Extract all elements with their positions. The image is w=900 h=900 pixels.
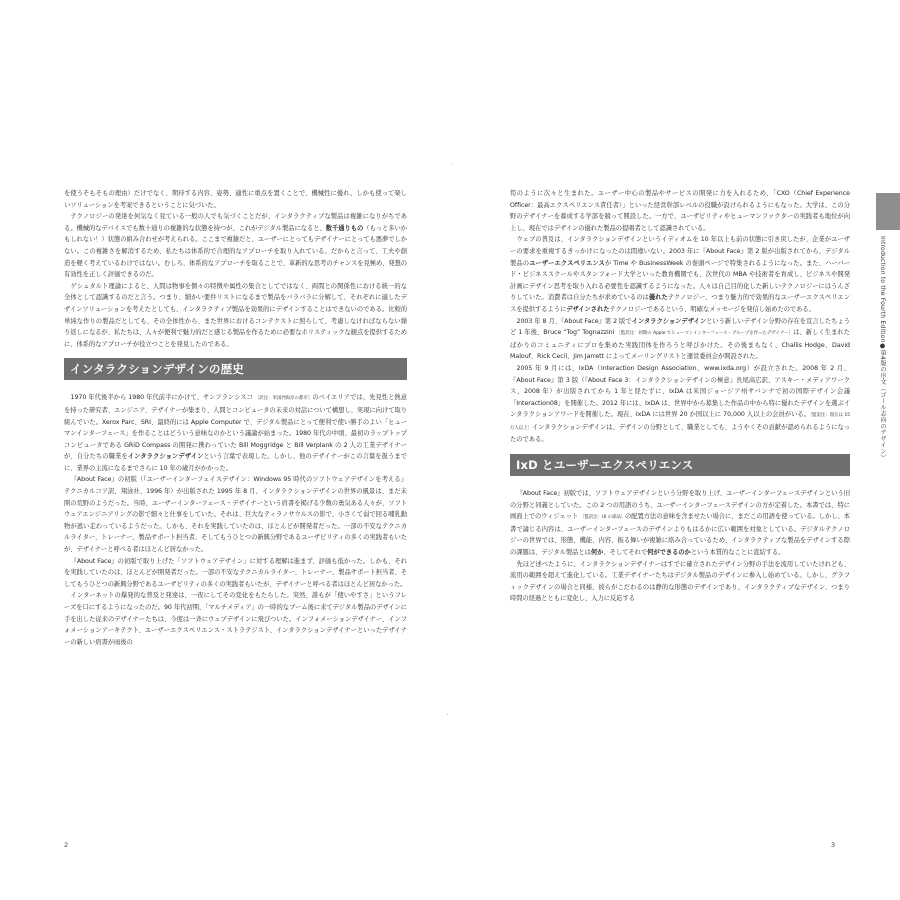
body-paragraph: 2003 年 8 月、『About Face』第 2 版でインタラクションデザインという新しいデザイン分野の存在を宣言したちょうど 1 年後、Bruce “Tog” Tognazzini ［監訳注：初期の Apple でヒューマンインターフェース・グループを作ったデザイナー］は、新しく生まれたばかりのコミュニティにプロを集めた実践団体を作ろうと呼びかけた。その後まもなく、Challis Hodge、David Malouf、Rick Cecil、Jim Jarrett によってメーリングリストと運営委員会が開設された。 [510, 317, 850, 361]
body-paragraph: 『About Face』初版では、ソフトウェアデザインという分野を取り上げ、ユーザーインターフェースデザインという旧の分野と同義としていた。この 2 つの用語のうち、ユーザーインターフェースデザインの方が定着した。本書では、特に画面上でのウィジェット ［監訳注：UI の部品］の配置方法の意味を含ませたい場合に、まだこの用語を使っている。しかし、本書で論じる内容は、ユーザーインターフェースのデザインよりもはるかに広い範囲を対象としている。デジタルテクノロジーの世界では、形態、機能、内容、振る舞いが複雑に絡み合っているため、インタラクティブな製品をデザインする際の課題は、デジタル製品とは何か、そしてそれで何ができるのかという本質的なことに直結する。 [510, 490, 850, 557]
body-paragraph: 『About Face』の初版（『ユーザーインターフェイスデザイン：Windows 95 時代のソフトウェアデザインを考える』テクニカルコア訳、翔泳社、1996 年）が出版された 1995 年 8 月、インタラクションデザインの世界の風景は、まだ未開の荒野のようだった。当時、ユーザーインターフェース・デザイナーという肩書を掲げる少数の勇気ある人々が、ソフトウェアエンジニアリングの影で細々と仕事をしていた。それは、巨大なティラノサウルスの影で、小さくて弱で回る哺乳動物が逃い走わっているようだった。しかも、それを実践していたのは、ほとんどが開発者だった。一部の不安なテクニカルライター、トレーナー、製品サポート担当者、そしてもうひとつの新興分野であるユーザビリティの多くの実践者もいたが、デザイナーと呼べる者はほとんど居なかった。 [64, 476, 407, 554]
body-paragraph: テクノロジーの発達を何気なく見ている一般の人でも気づくことだが、インタラクティブな製品は複雑になりがちである。機械的なデバイスでも数十通りの複雑的な状態を持つが、これがデジタル製品になると、数千通りもの（もっと多いかもしれない！）状態の組み合わせが考えられる。ここまで複雑だと、ユーザーにとってもデザイナーにとっても悪夢でしかない。この複雑さを解消するため、私たちは体系的で合理的なアプローチを取り入れている。だからと言って、工夫や創造を軽く考えているわけではない。むしろ、体系的なアプローチを取ることで、革新的な思考のチャンスを見極め、発想の有効性を正しく評価できるのだ。 [64, 213, 408, 279]
chapter-tab-marker [876, 193, 900, 230]
running-header-vertical: Introduction to the Fourth Edition●第4版の序文（ゴール志向のデザイン） [879, 236, 886, 461]
emphasis-text: デザインされた [566, 305, 610, 313]
section-heading: IxD とユーザーエクスペリエンス [510, 454, 850, 476]
page-number-left: 2 [64, 841, 69, 849]
body-paragraph: ゲシュタルト理論によると、人間は物事を個々の特徴や属性の集合としてではなく、両間との関係性における統一的な全体として認識するのだと言う。つまり、細かい要件リストになるまで製品をバラバラに分解して、それぞれに適したデザインソリューションを考えたとしても、インタラクティブ製品を効果的にデザインすることはできないのである。比較的単純な作りの製品だとしても、その全体性から、また世界におけるコンテクストに照らして、考慮しなければならない繰り返しになるが、私たちは、人々が便利で魅力的だと感じる製品を作るために必要なホリスティックな観点を提供するために、体系的なアプローチが役立つことを発見したのである。 [64, 282, 407, 348]
body-paragraph: 筍のように次々と生まれた。ユーザー中心の製品やサービスの開発に力を入れるため、「CXO（Chief Experience Officer：最高エクスペリエンス責任者）」といった経営幹部レベルの役職が設けられるようにもなった。大学は、この分野のデザイナーを養成する学部を競って開設した。一方で、ユーザビリティやヒューマンファクターの実践者も地位が向上し、現在ではデザインの優れた製品の提唱者として認識されている。 [510, 190, 850, 232]
emphasis-text: ユーザーエクスペリエンス [529, 259, 605, 267]
body-paragraph: 先ほど述べたように、インタラクションデザイナーはすでに確立されたデザイン分野の手法を流用していたけれども、流用の範囲を超えて進化している。工業デザイナーたちはデジタル製品のデザインに参入し始めている。しかし、グラフィックデザインの場合と同様、彼らがこだわるのは静的な形態のデザインであり、インタラクティブなデザイン、つまり時間の経過とともに変化し、入力に反応する [510, 560, 850, 603]
body-paragraph: インターネットの爆発的な普及と発達は、一夜にしてその変化をもたらした。突然、誰もが「使いやすさ」というフレーズを口にするようになったのだ。90 年代初期、「マルチメディア」の一時的なブーム後に来てデジタル製品のデザインに手を出した従来のデザイナーたちは、今度は一斉にウェブデザインに飛びついた。インフォメーションデザイナー、インフォメーションアーキテクト、ユーザーエクスペリエンス・ストラテジスト、インタラクションデザイナーといったデザイナーの新しい肩書が雨後の [64, 592, 407, 646]
section-heading: インタラクションデザインの歴史 [64, 358, 407, 380]
crop-mark [452, 164, 453, 165]
body-paragraph: ウェブの普及は、インタラクションデザインというイディオムを 10 年以上も前の状態に引き戻したが、企業がユーザーの要求を重視するきっかけになったのは間違いない。2003 年に『About Face』第 2 版が出版されてから、デジタル製品のユーザーエクスペリエンスが Time や BusinessWeek の巻頭ページで特集されるようになった。また、ハーバード・ビジネススクールやスタンフォード大学といった教育機関でも、次世代の MBA や技術者を育成し、ビジネスや開発計画にデザイン思考を取り入れる必要性を認識するようになった。人々は自己目的化した新しいテクノロジーにはうんざりしていた。消費者は自分たちが求めているのは優れたテクノロジー、つまり魅力的で効果的なユーザーエクスペリエンスを提供するようにデザインされたテクノロジーであるという、明確なメッセージを発信し始めたのである。 [510, 236, 850, 313]
emphasis-text: 数千通りもの [325, 224, 364, 232]
emphasis-text: 何ができるのか [647, 549, 691, 557]
footnote-ref: ［訳注：米国西海岸の都市］ [254, 396, 313, 402]
footnote-ref: ［監訳注：初期の Apple でヒューマンインターフェース・グループを作ったデザイナー］ [616, 331, 794, 337]
page-number-right: 3 [831, 841, 836, 849]
right-page [510, 188, 850, 605]
body-paragraph: 『About Face』の初版で取り上げた「ソフトウェアデザイン」に対する理解は進まず、評価も低かった。しかも、それを実践していたのは、ほとんどが開発者だった。一部の不安なテクニカルライター、トレーナー、製品サポート担当者、そしてもうひとつの新興分野であるユーザビリティの多くの実践者もいたが、デザイナーと呼べる者はほとんど居なかった。 [64, 557, 407, 588]
body-paragraph: を使うそもそもの理由）だけでなく、期待する内容、姿勢、適性に重点を置くことで、機械性に優れ、しかも使って楽しいソリューションを考案できるということに気づいた。 [64, 190, 407, 209]
emphasis-text: インタラクションデザイン [127, 453, 204, 461]
footnote-ref: ［監訳注：UI の部品］ [580, 515, 626, 521]
crop-mark [447, 714, 448, 715]
emphasis-text: インタラクションデザイン [631, 317, 707, 325]
emphasis-text: 何か [590, 549, 604, 557]
body-paragraph: 2005 年 9 月には、IxDA（Interaction Design Association、www.ixda.org）が設立された。2008 年 2 月、『About Face』第 3 版（『About Face 3：インタラクションデザインの極意』長尾高広訳、アスキー・メディアワークス、2008 年）が出版されてから 1 年と経たずに、IxDA は米国ジョージア州サバンナで初の国際デザイン会議「Interaction08」を開催した。2012 年には、IxDA は、世界中から募集した作品の中から特に優れたデザインを選ぶインタラクションアワードを開催した。現在、IxDA には世界 20 か国以上に 70,000 人以上の会員がいる。［監訳注：現在は 15 万人以上］インタラクションデザインは、デザインの分野として、職業としても、ようやくその貢献が認められるようになったのである。 [510, 364, 850, 444]
footnote-ref: ［監訳注：現在は 15 万人以上］ [510, 413, 850, 431]
emphasis-text: 優れた [648, 294, 668, 302]
left-page [64, 188, 407, 648]
body-paragraph: 1970 年代後半から 1980 年代前半にかけて、サンフランシスコ ［訳注：米国西海岸の都市］のベイエリアでは、先見性と熱意を持った研究者、エンジニア、デザイナーが集まり、人間とコンピュータの未来の対話について構想し、実現に向けて取り組んでいた。Xerox Parc、SRI、最終的には Apple Computer で、デジタル製品にとって便利で使い勝手のよい「ヒューマンインターフェース」を作ることはどういう意味なのかという議論が始まった。1980 年代の中頃、最初のラップトップコンピュータである GRiD Compass の開発に携わっていた Bill Moggridge と Bill Verplank の 2 人の工業デザイナーが、自分たちの職業をインタラクションデザインという言葉で表現した。しかし、他のデザイナーがこの言葉を扱うまでに、業界の主流になるまでさらに 10 年の歳月がかかった。 [64, 394, 408, 472]
